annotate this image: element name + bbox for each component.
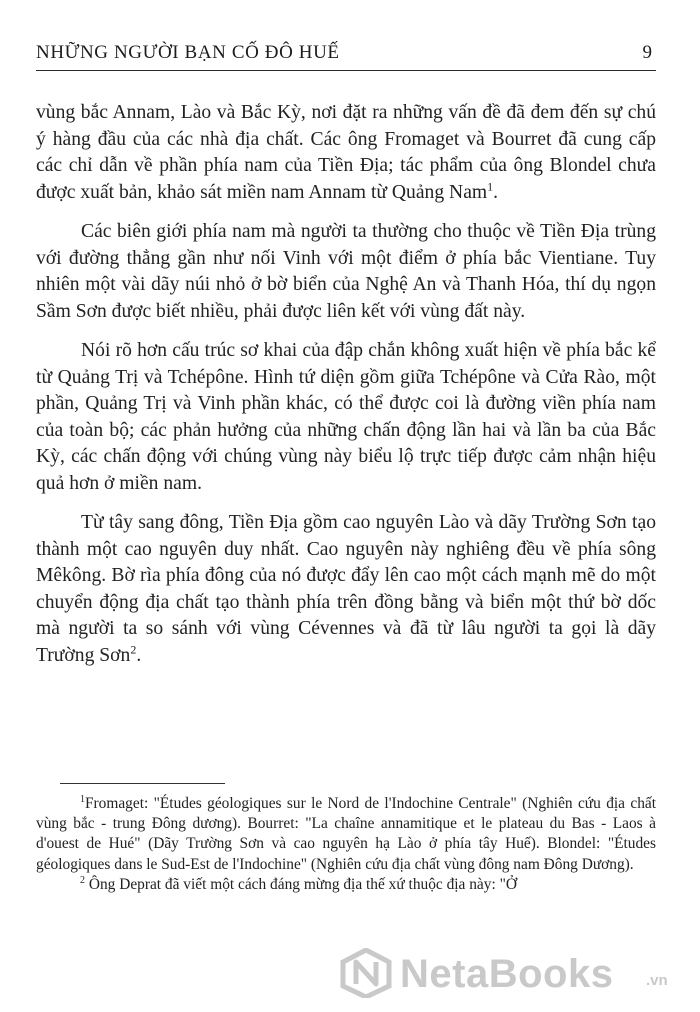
footnote-divider <box>60 783 225 784</box>
footnote-mark: 1 <box>80 793 85 805</box>
watermark-suffix: .vn <box>646 972 668 989</box>
paragraph: Nói rõ hơn cấu trúc sơ khai của đập chắn không xuất hiện về phía bắc kể từ Quảng Trị và Tchépône. Hình tứ diện gồm giữa Tchépône và Cửa Rào, một phần, Quảng Trị và Vinh phần khác, có thể được coi là đường viền phía nam của toàn bộ; các phản hưởng của những chấn động lần hai và lần ba của Bắc Kỳ, các chấn động với chúng vùng này biểu lộ trực tiếp được cảm nhận hiệu quả hơn ở miền nam. <box>36 340 656 494</box>
netabooks-logo-icon <box>340 948 392 998</box>
footnote: $^1$Fromaget: "Études géologiques sur le Nord de l'Indochine Centrale" (Nghiên cứu địa chất vùng bắc - trung Đông dương). Bourret: "La chaîne annamitique et le plateau du Bas - Laos à d'ouest de Hué" (Dãy Trường Sơn và cao nguyên hạ Lào ở phía tây Huế). Blondel: "Études géologiques dans le Sud-Est de l'Indochine" (Nghiên cứu địa chất vùng đông nam Đông Dương). <box>36 793 656 873</box>
footnote-ref: 1 <box>487 178 494 193</box>
page-number: 9 <box>642 42 652 63</box>
watermark <box>340 948 680 998</box>
watermark-brand: NetaBooks <box>400 952 614 996</box>
body-text <box>36 100 656 682</box>
footnote-ref: 2 <box>130 641 137 656</box>
footnote-mark: 2 <box>80 874 85 886</box>
paragraph: Từ tây sang đông, Tiền Địa gồm cao nguyên Lào và dãy Trường Sơn tạo thành một cao nguyên duy nhất. Cao nguyên này nghiêng đều về phía sông Mêkông. Bờ rìa phía đông của nó được đẩy lên cao một cách mạnh mẽ do một chuyển động địa chất tạo thành phía trên đồng bằng và biển một thứ bờ dốc mà người ta so sánh với vùng Cévennes và đã từ lâu người ta gọi là dãy Trường Sơn$^2$. <box>36 512 656 666</box>
page-header <box>36 36 656 71</box>
footnote: $^2$ Ông Deprat đã viết một cách đáng mừng địa thế xứ thuộc địa này: "Ở <box>80 874 517 893</box>
footnotes <box>36 794 656 895</box>
paragraph: vùng bắc Annam, Lào và Bắc Kỳ, nơi đặt ra những vấn đề đã đem đến sự chú ý hàng đầu của các nhà địa chất. Các ông Fromaget và Bourret đã cung cấp các chỉ dẫn về phần phía nam của Tiền Địa; tác phẩm của ông Blondel chưa được xuất bản, khảo sát miền nam Annam từ Quảng Nam$^1$. <box>36 102 656 203</box>
paragraph: Các biên giới phía nam mà người ta thường cho thuộc về Tiền Địa trùng với đường thẳng gần như nối Vinh với một điểm ở phía bắc Vientiane. Tuy nhiên một vài dãy núi nhỏ ở bờ biển của Nghệ An và Thanh Hóa, thí dụ ngọn Sầm Sơn được biết nhiều, phải được liên kết với vùng đất này. <box>36 221 656 322</box>
running-title: NHỮNG NGƯỜI BẠN CỐ ĐÔ HUẾ <box>36 42 340 63</box>
